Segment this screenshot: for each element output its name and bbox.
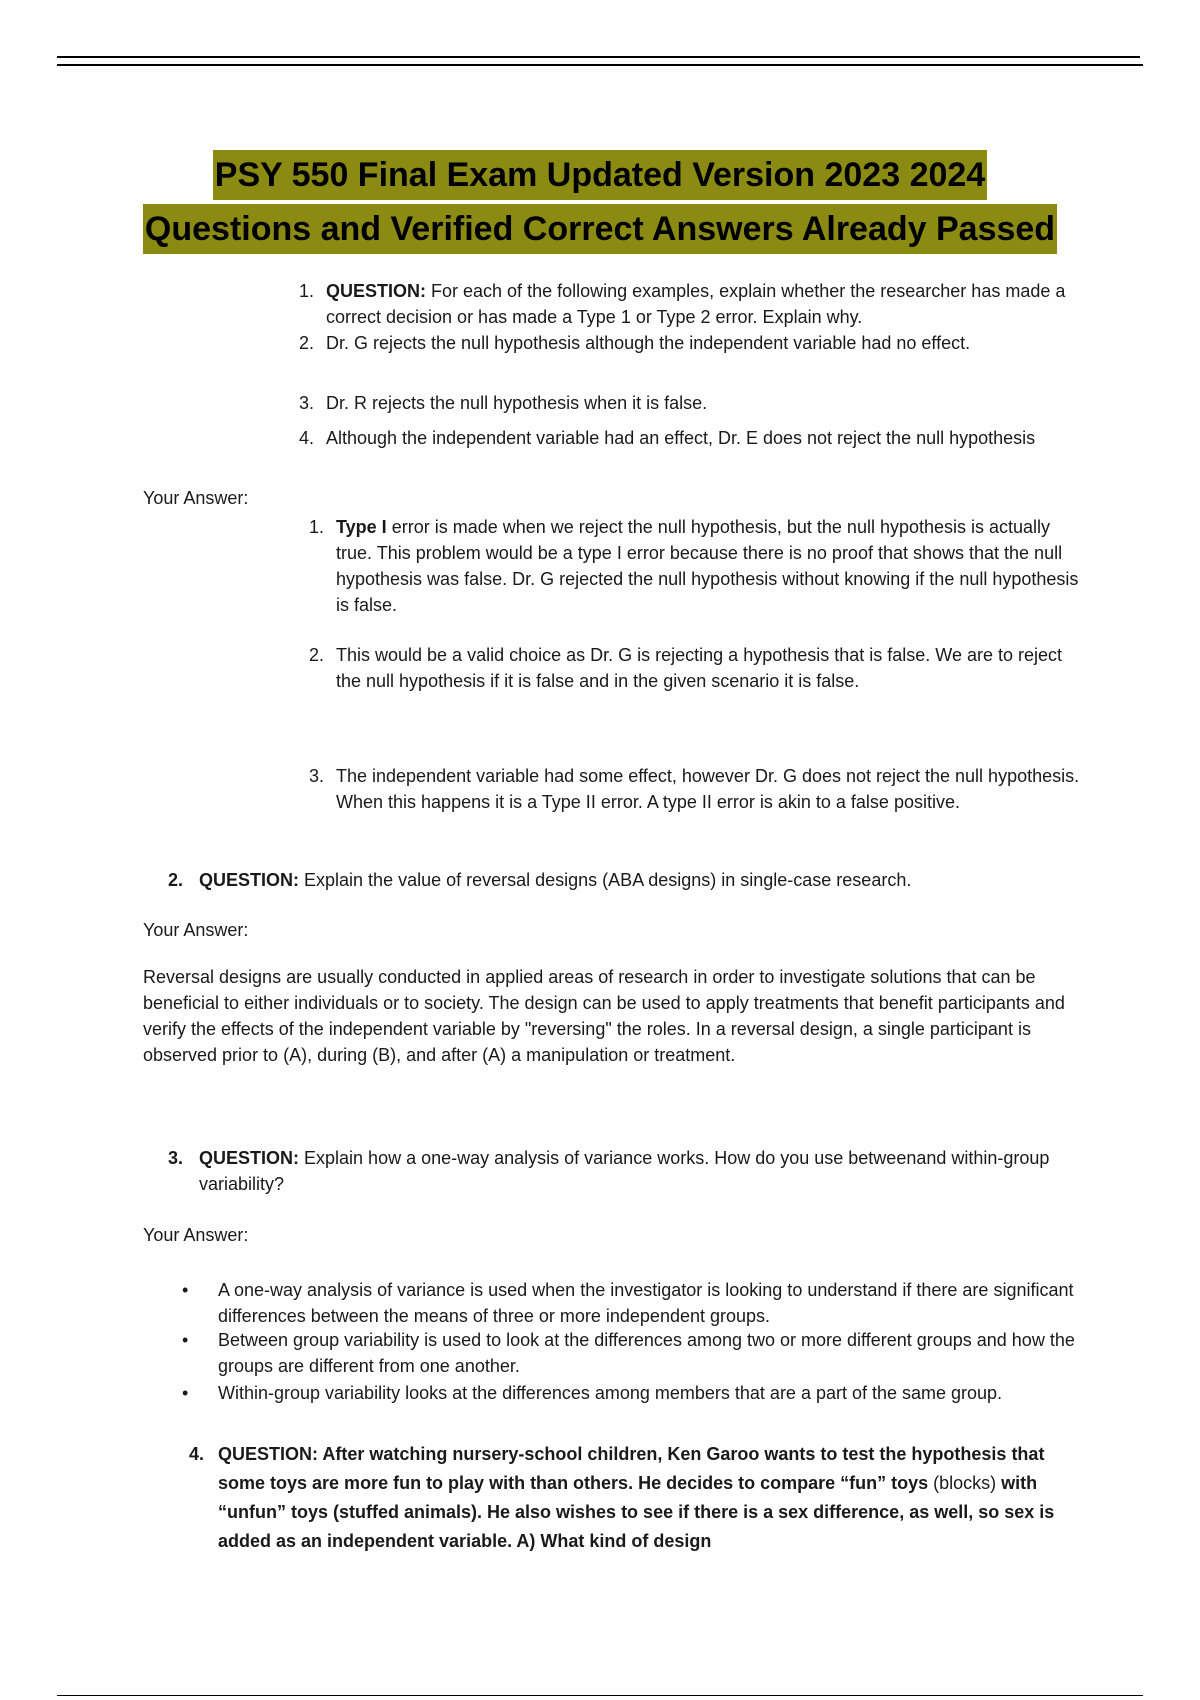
q3-your-answer-label: Your Answer: <box>143 1225 249 1245</box>
header-rule-bottom <box>57 64 1143 66</box>
q3-question: 3. QUESTION: Explain how a one-way analysis of variance works. How do you use betweenand within-group variability? <box>167 1148 1050 1194</box>
q1-your-answer-label: Your Answer: <box>143 488 249 508</box>
bullet-icon: • <box>182 1330 189 1350</box>
bullet-icon: • <box>182 1280 189 1300</box>
q1-item-4: 4. Although the independent variable had an effect, Dr. E does not reject the null hypothesis <box>298 428 1036 448</box>
title-line-2: Questions and Verified Correct Answers Already Passed <box>143 204 1057 254</box>
footer-rule <box>57 1695 1143 1696</box>
q4-question: 4. QUESTION: After watching nursery-school children, Ken Garoo wants to test the hypothesis that some toys are more fun to play with than others. He decides to compare “fun” toys (blocks) with “unfun” toys (stuffed animals). He also wishes to see if there is a sex difference, as well, so sex is added as an independent variable. A) What kind of design <box>188 1444 1055 1551</box>
q1-answer-1: 1. Type I error is made when we reject the null hypothesis, but the null hypothesis is actually true. This problem would be a type I error because there is no proof that shows that the null hypothesis was false. Dr. G rejected the null hypothesis without knowing if the null hypothesis is false. <box>308 517 1079 615</box>
document-title <box>0 150 1200 258</box>
q1-item-3: 3. Dr. R rejects the null hypothesis when it is false. <box>298 393 708 413</box>
title-line-1: PSY 550 Final Exam Updated Version 2023 2024 <box>213 150 987 200</box>
q2-answer: Reversal designs are usually conducted in applied areas of research in order to investigate solutions that can be beneficial to either individuals or to society. The design can be used to apply treatments that benefit participants and verify the effects of the independent variable by "reversing" the roles. In a reversal design, a single participant is observed prior to (A), during (B), and after (A) a manipulation or treatment. <box>143 967 1065 1065</box>
q2-question: 2. QUESTION: Explain the value of reversal designs (ABA designs) in single-case research. <box>167 870 912 890</box>
q1-item-1: 1. QUESTION: For each of the following examples, explain whether the researcher has made a correct decision or has made a Type 1 or Type 2 error. Explain why. <box>298 281 1066 327</box>
q1-answer-2: 2. This would be a valid choice as Dr. G is rejecting a hypothesis that is false. We are to reject the null hypothesis if it is false and in the given scenario it is false. <box>308 645 1063 691</box>
header-rule-top <box>57 56 1140 58</box>
q1-item-2: 2. Dr. G rejects the null hypothesis although the independent variable had no effect. <box>298 333 971 353</box>
q1-answer-3: 3. The independent variable had some effect, however Dr. G does not reject the null hypothesis. When this happens it is a Type II error. A type II error is akin to a false positive. <box>308 766 1080 812</box>
q2-your-answer-label: Your Answer: <box>143 920 249 940</box>
bullet-icon: • <box>182 1383 189 1403</box>
